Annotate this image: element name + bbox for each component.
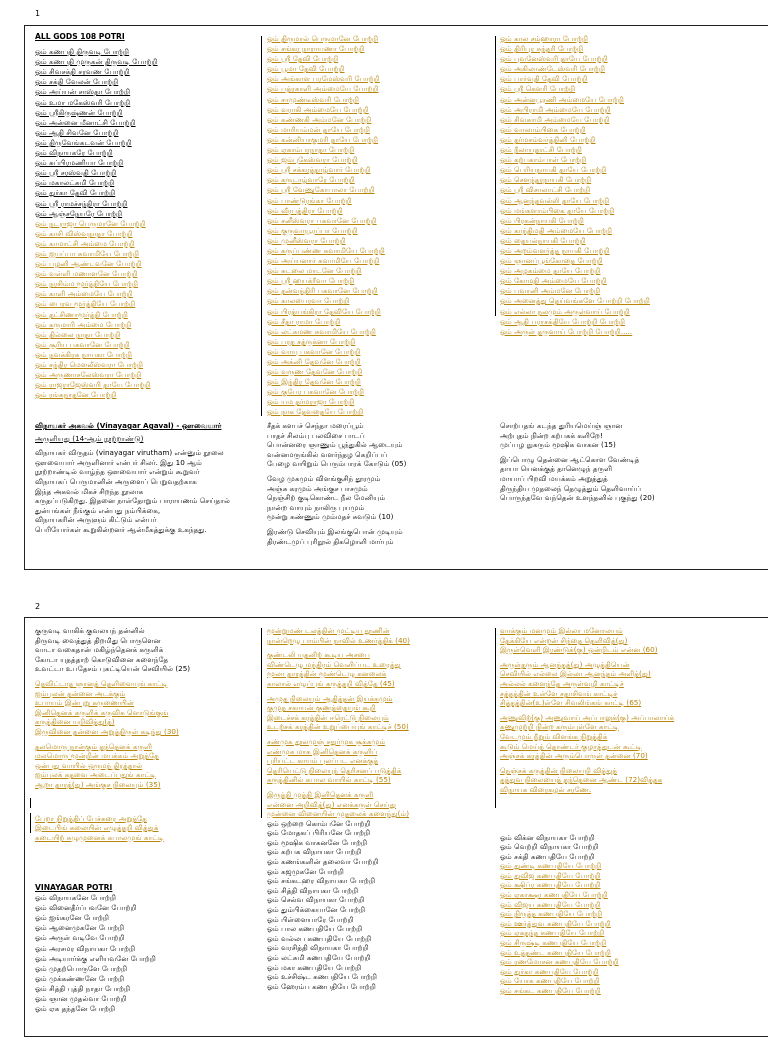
verse-link[interactable]: ஐம்புலன் தன்னை அடக்கும்	[35, 688, 126, 698]
potri-link[interactable]: ஓம் ஸ்ரீ வேணுகோபாலா போற்றி	[267, 185, 375, 195]
verse-line: குருவடி வாகிக் குவலயந் தன்னில்	[35, 626, 145, 635]
potri-line: ஓம் முதற்பொருளே போற்றி	[35, 963, 128, 973]
potri-link[interactable]: ஓம் அங்காள பரமேஸ்வரி போற்றி	[267, 74, 380, 84]
verse-line: வன்னமருங்கில் வளர்ந்தழ கெறிப்பப்	[267, 449, 388, 459]
verse-link[interactable]: இருத்தி முத்தி இனிதெனக் கருளி	[267, 789, 374, 799]
potri-link[interactable]: ஓம் காளி அம்மையே போற்றி	[35, 289, 133, 299]
potri-link[interactable]: ஓம் காலபைரவா போற்றி	[267, 296, 350, 306]
potri-link[interactable]: ஓம் உத்தண்ட கணபதியே போற்றி	[500, 947, 611, 957]
verse-line: நெஞ்சிற் குடிகொண்ட நீல மேனியும்	[267, 493, 386, 503]
potri-link[interactable]: ஓம் இந்திர தேவனே போற்றி	[267, 377, 361, 387]
verse-line: திருந்திய முதலைந் தெழுத்தும் தெளிவாய்ப்	[500, 483, 642, 493]
potri-link[interactable]: ஓம் சாமுண்டீஸ்வரி போற்றி	[267, 94, 360, 104]
verse-line: முப்பழ நுகரும் மூஷிக வாகன (15)	[500, 440, 616, 450]
potri-link[interactable]: ஓம் நடராஜா பெருமானே போற்றி	[35, 218, 146, 228]
potri-line: ஓம் உமா மகேஸ்வரி போற்றி	[35, 97, 131, 107]
document-page	[24, 25, 768, 570]
verse-link[interactable]: சித்தத்தின்(உ)ள்ளே சிவலிங்கங் காட்டி (65)	[500, 698, 642, 708]
column-divider	[261, 36, 262, 416]
potri-link[interactable]: ஓம் வராகி அம்மையே போற்றி	[267, 104, 369, 114]
potri-link[interactable]: ஓம் தன்வந்திரி பகவானே போற்றி	[267, 286, 378, 296]
verse-line: நான்ற வாயும் நாலிரு புயமும்	[267, 502, 365, 512]
potri-line: ஓம் சங்கடஹர விநாயகா போற்றி	[267, 876, 376, 886]
potri-link[interactable]: ஓம் நிருத்த கணபதியே போற்றி	[500, 909, 603, 919]
potri-line: ஓம் கற்பக விநாயகா போற்றி	[267, 847, 362, 857]
potri-link[interactable]: ஓம் நீலாயதாட்சி போற்றி	[500, 145, 582, 155]
document-page	[24, 617, 768, 1037]
potri-link[interactable]: ஓம் பார்வதி தேவி போற்றி	[500, 74, 588, 84]
potri-link[interactable]: ஓம் பிரகன்நாயகி போற்றி	[500, 215, 584, 225]
potri-line: ஓம் ஸ்ரீ ராமச்சந்திரா போற்றி	[35, 198, 128, 208]
potri-link[interactable]: ஓம் பழனி ஆண்டவனே போற்றி	[35, 259, 142, 269]
verse-link[interactable]: அணுவிற்(கு) அணுவாய் அப்பாலுக்(கு) அப்பாலாய்க்	[500, 712, 675, 722]
potri-link[interactable]: ஓம் பத்ரகாளி அம்மையே போற்றி	[267, 84, 379, 94]
potri-link[interactable]: ஓம் திரிபுர சுந்தரி போற்றி	[500, 44, 584, 54]
potri-line: ஓம் திருவேங்கடவன் போற்றி	[35, 137, 132, 147]
verse-link[interactable]: புரியட்ட காயம் புலப்பட எனக்குத்	[267, 756, 379, 766]
potri-link[interactable]: ஓம் முனீஸ்வரா போற்றி	[267, 235, 346, 245]
verse-line: உவட்டா உபதேசம் புகட்டியென் செவியில் (25)	[35, 664, 191, 674]
verse-link[interactable]: தத்துவ நிலையைத் தந்தெனை ஆண்ட (72)வித்தக	[500, 775, 663, 785]
potri-line: ஓம் சித்தி புத்தி நாதா போற்றி	[35, 983, 131, 993]
potri-line: ஓம் முக்கண்ணனே போற்றி	[35, 973, 125, 983]
verse-line: இப்பொழு தென்னை ஆட்கொள வேண்டித்	[500, 454, 640, 464]
verse-link[interactable]: கருத்தினில் கபால வாயில் காட்டி (55)	[267, 775, 391, 785]
potri-line: ஓம் ஸ்ரீ சரஸ்வதி போற்றி	[35, 168, 117, 178]
verse-link[interactable]: மூன்றுமண் டலத்தின் முட்டிய தூணின்	[267, 626, 390, 635]
verse-line: பொருந்தவே வந்தென் உளந்தனில் புகுந்து (20)	[500, 493, 655, 503]
verse-link[interactable]: அமுத நிலையும் ஆதித்தன் இயக்கமும்	[267, 693, 393, 703]
potri-link[interactable]: ஓம் வள்ளி மணாளனே போற்றி	[35, 269, 138, 279]
verse-link[interactable]: தலமொரு நான்கும் தந்தெனக் கருளி	[35, 741, 153, 751]
potri-link[interactable]: ஓம் வீரபத்திரா போற்றி	[267, 205, 343, 215]
potri-line: ஓம் வினைதீர்ப்பவனே போற்றி	[35, 903, 137, 913]
verse-link[interactable]: இடைபிங் கலையின் எழுத்தறி வித்துக்	[35, 823, 159, 833]
potri-line: ஓம் விநாயகரே போற்றி	[35, 148, 113, 158]
verse-line: சொற்பதங் கடந்த துரியமெய்ஞ் ஞான	[500, 421, 623, 430]
verse-line: வேழ முகமும் விளங்குசிந் தூரமும்	[267, 473, 381, 483]
potri-link[interactable]: ஓம் பவானி அம்மனே போற்றி	[500, 286, 601, 296]
verse-link[interactable]: மூலா தாரத்தின் மூண்டெழு கனலைக்	[267, 669, 387, 679]
potri-link[interactable]: ஓம் அய்யனார் சுவாமியே போற்றி	[267, 256, 380, 266]
verse-link[interactable]: சண்முக தூலமுஞ் சதுர்முக சூக்கமும்	[267, 736, 386, 746]
potri-link[interactable]: ஓம் குபேர பகவானே போற்றி	[267, 387, 365, 397]
potri-link[interactable]: ஓம் தையல்நாயகி போற்றி	[500, 235, 586, 245]
potri-line: ஓம் ஆஞ்சநேயரே போற்றி	[35, 208, 123, 218]
verse-line: தாயா யெனக்குத் தானெழுந் தருளி	[500, 464, 613, 474]
agaval-page2-col3	[500, 626, 765, 996]
potri-link[interactable]: ஓம் ஜம்புகேஸ்வரா போற்றி	[267, 155, 358, 165]
potri-link[interactable]: ஓம் அகிலாண்டேஸ்வரி போற்றி	[500, 64, 606, 74]
verse-link[interactable]: அல்லல் களைந்தே அருள்வழி காட்டிச்	[500, 678, 624, 688]
potri-link[interactable]: ஓம் மங்களாம்பிகை தாயே போற்றி	[500, 205, 615, 215]
potri-line: ஓம் தும்பிக்கையானே போற்றி	[267, 905, 366, 915]
potri-link[interactable]: ஓம் லட்சுமண சுவாமியே போற்றி	[267, 326, 376, 336]
potri-link[interactable]: ஓம் நவக்கிரக நாயகா போற்றி	[35, 349, 133, 359]
potri-line: ஓம் ஆதி சிவனே போற்றி	[35, 127, 119, 137]
potri-link[interactable]: ஓம் பெரியநாயகி தாயே போற்றி	[500, 165, 607, 175]
verse-line: சீதக் களபச் செந்தா மரைப்பூம்	[267, 421, 364, 430]
potri-link[interactable]: ஓம் க்ஷிப்ர கணபதியே போற்றி	[500, 880, 601, 890]
potri-line: ஓம் உச்சிஷ்ட கணபதியே போற்றி	[267, 972, 378, 982]
verse-link[interactable]: தெவிட்டாத ஞானத் தெளிவையுங் காட்டி	[35, 678, 168, 688]
potri-link[interactable]: ஓம் ரணமோசன கணபதியே போற்றி	[500, 957, 619, 967]
verse-link[interactable]: காலால் எழுப்புங் கருத்தறி வித்தே (45)	[267, 678, 395, 688]
column-divider	[495, 628, 496, 808]
verse-link[interactable]: எண்முக மாக இனிதெனக் கருளிப்	[267, 746, 378, 756]
section-title: ALL GODS 108 POTRI	[35, 32, 125, 41]
potri-link[interactable]: ஓம் பூமா தேவி போற்றி	[267, 64, 345, 74]
section-title: VINAYAGAR POTRI	[35, 883, 113, 892]
potri-link[interactable]: ஓம் கருடாழ்வாரே போற்றி	[267, 175, 355, 185]
potri-line: ஓம் ஐங்கரனே போற்றி	[35, 913, 110, 923]
verse-link[interactable]: கூடும் மெய்த் தொண்டர் குழாத்துடன் கூட்டி	[500, 741, 642, 751]
intro-line: கருதப்படுகிறது. இதனை நாள்தோறும் பாராயணம் செய்தால்	[35, 496, 230, 506]
potri-link[interactable]: ஓம் சூரிய பகவானே போற்றி	[35, 339, 130, 349]
verse-line: கோடா யுதத்தாற் கொடுவினை களைந்தே	[35, 654, 169, 664]
potri-link[interactable]: ஓம் அபிராமி அம்மையே போற்றி	[500, 104, 611, 114]
potri-link[interactable]: ஓம் சங்கட கணபதியே போற்றி	[500, 986, 601, 995]
verse-line: பேழை வயிறும் பெரும்பாரக் கோடும் (05)	[267, 459, 407, 469]
verse-link[interactable]: ஐம்புலக் கதவை அடைப்பதுங் காட்டி	[35, 770, 156, 780]
verse-link[interactable]: குண்டலி யதனிற் கூடிய அசபை	[267, 650, 370, 660]
potri-line: ஓம் ஞான முதல்வா போற்றி	[35, 994, 127, 1004]
potri-link[interactable]: ஓம் நாக தேவதையே போற்றி	[267, 407, 364, 417]
verse-link[interactable]: சத்தத்தின் உள்ளே சதாசிவங் காட்டிச்	[500, 688, 618, 698]
verse-link[interactable]: கருத்தினை யறிவித்து(த்)	[35, 717, 115, 727]
potri-link[interactable]: ஓம் சுடலை மாடனே போற்றி	[267, 266, 362, 276]
potri-line: ஓம் செல்வ விநாயகா போற்றி	[267, 895, 365, 905]
potri-link[interactable]: ஓம் அன்னபூரணி அம்மையே போற்றி	[500, 94, 624, 104]
agaval-subtitle: அருளியது (14-ஆம் நூற்றாண்டு)	[35, 433, 144, 443]
potri-link[interactable]: ஓம் அக்னி தேவனே போற்றி	[267, 357, 361, 366]
verse-link[interactable]: செவியில் எல்லை இல்லா ஆனந்தம் அளித்(து)	[500, 669, 651, 679]
potri-link[interactable]: ஓம் ஏகதந்த கணபதியே போற்றி	[500, 928, 605, 938]
intro-line: பெரியோர்கள் கூறுகின்றனர் ஆன்மீகத்துக்கு உகந்தது.	[35, 524, 207, 534]
intro-line: விநாயகரின் அருளும் கிட்டும் என்பர்	[35, 515, 157, 525]
potri-link[interactable]: ஓம் எல்லா நலமும் அருள்வாய் போற்றி	[500, 306, 630, 316]
potri-link[interactable]: ஓம் ராஜராஜேஸ்வரி தாயே போற்றி	[35, 380, 151, 390]
potri-link[interactable]: ஓம் தில்லை நாதா போற்றி	[35, 329, 121, 339]
intro-line: விநாயகர் விருதம் (vinayagar virutham) என்னும் நூலை	[35, 448, 224, 458]
potri-link[interactable]: ஓம் கால சம்ஹாரா போற்றி	[500, 34, 589, 43]
potri-link[interactable]: ஓம் காந்திமதி அம்மையே போற்றி	[500, 225, 613, 235]
potri-line: ஓம் பிள்ளையாரே போற்றி	[267, 914, 354, 924]
potri-link[interactable]: ஓம் பிரத்யங்கிரா தேவியே போற்றி	[267, 306, 381, 316]
all-gods-column-2	[267, 34, 489, 418]
potri-link[interactable]: ஓம் ஊர்த்துவ கணபதியே போற்றி	[500, 918, 611, 928]
potri-link[interactable]: ஓம் சனீஸ்வரா பகவானே போற்றி	[267, 215, 377, 225]
potri-link[interactable]: ஓம் ஞானப்பூங்கோதை போற்றி	[500, 256, 603, 266]
verse-link[interactable]: விநாயக விரைகழல் சரணே.	[500, 784, 592, 794]
potri-line: ஓம் அன்னை மீனாட்சி போற்றி	[35, 117, 136, 127]
potri-link[interactable]: ஓம் ஏகாம்பரநாதா போற்றி	[267, 145, 355, 155]
potri-line: ஓம் ஆனைமுகனே போற்றி	[35, 923, 125, 933]
potri-link[interactable]: ஓம் காசி விஸ்வநாதா போற்றி	[35, 228, 133, 238]
potri-link[interactable]: ஓம் அருணாசலேஸ்வரா போற்றி	[35, 370, 142, 380]
verse-link[interactable]: மலமொரு மூன்றின் மயக்கம் அறுத்தே	[35, 751, 159, 761]
potri-link[interactable]: ஓம் தட்சிணாமூர்த்தி போற்றி	[35, 309, 128, 319]
verse-link[interactable]: வாக்கும் மனமும் இல்லா மனோலயம்	[500, 626, 623, 635]
potri-link[interactable]: ஓம் காமாட்சி அம்மை போற்றி	[35, 238, 135, 248]
column-divider	[30, 798, 31, 808]
verse-line: பொன்னரை ஞாணும் பூந்துகில் ஆடையும்	[267, 440, 403, 450]
potri-line: ஓம் அய்யன் சாஸ்தா போற்றி	[35, 87, 131, 97]
potri-link[interactable]: ஓம் ஆனந்தவல்லி தாயே போற்றி	[500, 195, 610, 205]
verse-link[interactable]: இருள்வெளி இரண்டுக்(கு) ஒன்றிடம் என்ன (60)	[500, 645, 658, 655]
potri-link[interactable]: ஓம் ஐயப்பா சுவாமியே போற்றி	[35, 248, 139, 258]
verse-link[interactable]: இருவினை தன்னை அறுத்திருள் கடிந்து (30)	[35, 726, 179, 736]
potri-link[interactable]: ஓம் திருமால் பெருமானே போற்றி	[267, 34, 379, 43]
verse-link[interactable]: வேடமும் நீறும் விளங்க நிறுத்திக்	[500, 731, 608, 741]
potri-line: ஓம் ஸ்ரீகிருஷ்ணன் போற்றி	[35, 107, 123, 117]
verse-link[interactable]: கணுமுற்றி நின்ற கரும்புள்ளே காட்டி	[500, 722, 619, 732]
intro-line: நூற்றாண்டில் வாழ்ந்த ஔவையார் என்றும் கூறுவர்	[35, 467, 200, 477]
potri-line: ஓம் அடியார்க்கு எளியவனே போற்றி	[35, 953, 156, 963]
potri-link[interactable]: ஓம் குருவாயூரப்பா போற்றி	[267, 225, 358, 235]
page-number: 2	[35, 602, 41, 611]
verse-link[interactable]: தெரியெட்டு நிலையுந் தெரிசனப் படுத்திக்	[267, 765, 402, 775]
potri-link[interactable]: ஓம் மாரியம்மன் தாயே போற்றி	[267, 124, 371, 134]
verse-link[interactable]: முன்னை வினையின் முதலைக் களைந்து(ம்)	[267, 809, 410, 819]
potri-link[interactable]: ஓம் சீதா ராமா போற்றி	[267, 316, 341, 326]
potri-line: ஓம் மகா கணபதியே போற்றி	[267, 962, 362, 972]
potri-line: ஓம் லட்சுமி கணபதியே போற்றி	[267, 953, 371, 962]
potri-line: ஓம் ஏக தந்தனே போற்றி	[35, 1004, 116, 1014]
agaval-title: விநாயகர் அகவல் (Vinayagar Agaval) - ஔவையார்	[35, 421, 222, 430]
intro-line: இந்த அகவல் மிகச் சிறந்த நூலாக	[35, 486, 144, 496]
verse-link[interactable]: ஆறா தாரத்(து) அங்குச நிலையும் (35)	[35, 779, 161, 789]
potri-link[interactable]: ஓம் கோமதி அம்மையே போற்றி	[500, 276, 607, 286]
potri-line: ஓம் சித்தி விநாயகா போற்றி	[267, 885, 359, 895]
potri-link[interactable]: ஓம் வாயு பகவானே போற்றி	[267, 346, 361, 356]
potri-link[interactable]: ஓம் ஸ்ரீ விசாலாட்சி போற்றி	[500, 185, 591, 195]
potri-link[interactable]: ஓம் விஜய கணபதியே போற்றி	[500, 899, 601, 909]
potri-link[interactable]: ஓம் ஏகாக்ஷர கணபதியே போற்றி	[500, 890, 608, 900]
column-divider	[30, 813, 31, 833]
potri-link[interactable]: ஓம் பைரவ மூர்த்தியே போற்றி	[35, 299, 136, 309]
verse-line: மூன்று கண்ணும் மும்மதச் சுவடும் (10)	[267, 512, 394, 522]
verse-line: பாதச் சிலம்பு பலவிசை பாடப்	[267, 430, 365, 440]
potri-line: ஓம் வரசித்தி விநாயகா போற்றி	[267, 943, 369, 953]
agaval-intro	[35, 421, 265, 535]
all-gods-column-3	[500, 34, 765, 337]
potri-link[interactable]: ஓம் துவிஜ கணபதியே போற்றி	[500, 870, 601, 880]
potri-line: ஓம் சக்தி கணபதியே போற்றி	[500, 851, 595, 861]
potri-link[interactable]: ஓம் ரங்கநாதனே போற்றி	[35, 390, 117, 400]
vinayagar-potri-column-1	[35, 883, 263, 1014]
potri-link[interactable]: ஓம் கருமாரி அம்மை போற்றி	[35, 319, 132, 329]
potri-link[interactable]: ஓம் சந்திர மௌலீஸ்வரா போற்றி	[35, 360, 144, 369]
potri-link[interactable]: ஓம் கண்ணகி அம்மனே போற்றி	[267, 114, 372, 124]
potri-link[interactable]: ஓம் வருண தேவனே போற்றி	[267, 367, 363, 377]
potri-link[interactable]: ஓம் அறம்வளர்த்த நாயகி போற்றி	[500, 245, 610, 255]
potri-line: ஓம் ஒற்றை கொம்பனே போற்றி	[267, 818, 371, 828]
verse-line: மாயாப் பிறவி மயக்கம் அறுத்துத்	[500, 473, 608, 483]
verse-link[interactable]: குமுத சகாயன் குணத்தையுங் கூறி	[267, 703, 376, 713]
verse-link[interactable]: கடையிற் சுழுமுனைக் கபாலமுங் காட்டி	[35, 832, 164, 842]
potri-link[interactable]: ஓம் கன்னியாகுமரி தாயே போற்றி	[267, 134, 379, 144]
potri-link[interactable]: ஓம் ஸ்ரீ கௌரி போற்றி	[500, 84, 576, 94]
verse-link[interactable]: இனிதெனக் கருளிக் கருவிக ளொடுங்குங்	[35, 707, 169, 717]
verse-link[interactable]: அருள்தரும் ஆனந்தத்(து) அழுத்தியென்	[500, 659, 630, 669]
potri-link[interactable]: ஓம் அழகம்மை தாயே போற்றி	[500, 266, 601, 276]
potri-line: ஓம் அருள் வடிவே போற்றி	[35, 933, 125, 943]
column-divider	[495, 36, 496, 316]
potri-line: ஓம் வெற்றி விநாயகா போற்றி	[500, 842, 599, 852]
verse-link[interactable]: விண்டெழு மந்திரம் வெளிப்பட உரைத்து	[267, 659, 401, 669]
verse-line: இரண்டு செவியும் இலங்குபொன் முடியும்	[267, 526, 403, 536]
potri-link[interactable]: ஓம் துர்கா கணபதியே போற்றி	[500, 966, 599, 976]
potri-link[interactable]: ஓம் ஸ்ரீ தேவி போற்றி	[267, 54, 339, 64]
potri-line: ஓம் கணபதி முருகன் திருவடி போற்றி	[35, 57, 158, 67]
potri-line: ஓம் அரசமர விநாயகா போற்றி	[35, 943, 136, 953]
agaval-page2-col2	[267, 626, 492, 991]
verse-link[interactable]: நான்றெழு பாம்பின் நாவில் உணர்த்திக் (40)	[267, 635, 410, 645]
verse-link[interactable]: ஒன்பது வாயில் ஒருமந் திரத்தால்	[35, 760, 143, 770]
all-gods-column-1	[35, 32, 260, 400]
potri-link[interactable]: ஓம் சங்கர நாராயணா போற்றி	[267, 44, 365, 54]
potri-line: ஓம் மகாலட்சுமி போற்றி	[35, 178, 115, 188]
verse-line: அஞ்சு கரமும் அங்குச பாசமும்	[267, 483, 368, 493]
potri-link[interactable]: ஓம் சௌந்தரநாயகி போற்றி	[500, 175, 592, 185]
agaval-verses-col2	[267, 421, 492, 546]
potri-link[interactable]: ஓம் கற்பகாம்பாள் போற்றி	[500, 155, 587, 165]
potri-link[interactable]: ஓம் துண்டி கணபதியே போற்றி	[500, 861, 602, 871]
intro-line: விநாயகப் பெருமானின் அருளைப் பெறுவதற்காக	[35, 476, 197, 486]
potri-line: ஓம் விநாயகனே போற்றி	[35, 893, 117, 903]
potri-link[interactable]: ஓம் புவனேஸ்வரி தாயே போற்றி	[500, 54, 608, 64]
potri-link[interactable]: ஓம் நரசிம்ம மூர்த்தியே போற்றி	[35, 279, 139, 289]
verse-link[interactable]: தேக்கியே என்றன் சிந்தை தெளிவித்(து)	[500, 635, 628, 645]
potri-line: ஓம் மோதகப் பிரியனே போற்றி	[267, 828, 371, 838]
potri-line: ஓம் வல்லப கணபதியே போற்றி	[267, 933, 372, 943]
potri-link[interactable]: ஓம் சிவகாமி அம்மையே போற்றி	[500, 114, 610, 124]
potri-link[interactable]: ஓம் பாண்டுரங்கா போற்றி	[267, 195, 352, 205]
potri-link[interactable]: ஓம் பரத சத்ருக்னா போற்றி	[267, 336, 356, 346]
verse-line: அற்புதம் நின்ற கற்பகக் களிறே!	[500, 430, 603, 440]
verse-link[interactable]: பேறா நிறுத்திப் பேச்சுரை அறுத்தே	[35, 813, 147, 823]
potri-link[interactable]: ஓம் சிருஷ்டி கணபதியே போற்றி	[500, 938, 607, 948]
potri-line: ஓம் மூஷிக வாகனனே போற்றி	[267, 837, 368, 847]
potri-line: ஓம் கணபதி திருவடி போற்றி	[35, 47, 130, 57]
verse-link[interactable]: உபாயம் இன்புறு கருணையின்	[35, 698, 135, 708]
potri-link[interactable]: ஓம் யோக கணபதியே போற்றி	[500, 976, 600, 986]
verse-link[interactable]: நெஞ்சக் கருத்தின் நிலையறி வித்துத்	[500, 765, 617, 775]
potri-line: ஓம் ஹேரம்ப கணபதியே போற்றி	[267, 981, 376, 991]
potri-line: ஓம் கஜமுகனே போற்றி	[267, 866, 344, 876]
column-divider	[261, 628, 262, 818]
potri-link[interactable]: ஓம் ஸ்ரீ சக்கரத்தாழ்வார் போற்றி	[267, 165, 371, 175]
verse-line: திருவடி வைத்துத் திறமிது பொருளென	[35, 635, 161, 645]
potri-line: ஓம் துர்கா தேவி போற்றி	[35, 188, 116, 198]
agaval-verses-col3	[500, 421, 765, 503]
potri-line: ஓம் பால கணபதியே போற்றி	[267, 924, 363, 934]
agaval-page2-col1	[35, 626, 263, 842]
intro-line: ஔவையார் அருளினார் என்பர் சிலர். இது 10 ஆம்	[35, 457, 202, 467]
potri-line: ஓம் சிவசக்தி சரவண போற்றி	[35, 67, 130, 77]
potri-line: ஓம் சுப்பிரமணியா போற்றி	[35, 158, 124, 168]
potri-link[interactable]: ஓம் ஸ்ரீ ஹயக்ரீவா போற்றி	[267, 276, 355, 286]
intro-line: துன்பங்கள் நீங்கும் என்பது நம்பிக்கை,	[35, 505, 161, 515]
potri-link[interactable]: ஓம் ஆதி பராசக்தியே போற்றி போற்றி	[500, 316, 626, 326]
verse-line: திரண்டமுப் புரிநூல் திகழொளி மார்பும்	[267, 536, 394, 546]
potri-link[interactable]: ஓம் கருப்பண்ண சுவாமியே போற்றி	[267, 245, 385, 255]
potri-link[interactable]: ஓம் தர்மசம்வர்த்தினி போற்றி	[500, 134, 596, 144]
verse-link[interactable]: இடைச்சக் கரத்தின் ஈரெட்டு நிலையும்	[267, 712, 389, 722]
potri-link[interactable]: ஓம் அருள் தருவாய் போற்றி போற்றி.....	[500, 326, 633, 336]
potri-link[interactable]: ஓம் யம தர்மராஜா போற்றி	[267, 397, 355, 407]
potri-link[interactable]: ஓம் வாலாம்பிகை போற்றி	[500, 124, 586, 134]
potri-line: ஓம் விக்ன விநாயகா போற்றி	[500, 832, 595, 842]
page-number: 1	[35, 9, 41, 18]
verse-link[interactable]: என்னை அறிவித்(து) எனக்கருள் செய்து	[267, 799, 396, 809]
verse-link[interactable]: உடற்சக் கரத்தின் உறுப்பையுங் காட்டிச் (50)	[267, 722, 409, 732]
verse-line: வாடா வகைதான் மகிழ்ந்தெனக் கருளிக்	[35, 645, 164, 655]
potri-link[interactable]: ஓம் அனைத்து தெய்வங்களே போற்றி போற்றி	[500, 296, 650, 306]
potri-line: ஓம் கணங்களின் தலைவா போற்றி	[267, 857, 379, 867]
potri-line: ஓம் சக்தி வேலன் போற்றி	[35, 77, 119, 87]
verse-link[interactable]: அஞ்சக் கரத்தின் அரும்பொருள் தன்னை (70)	[500, 751, 648, 761]
